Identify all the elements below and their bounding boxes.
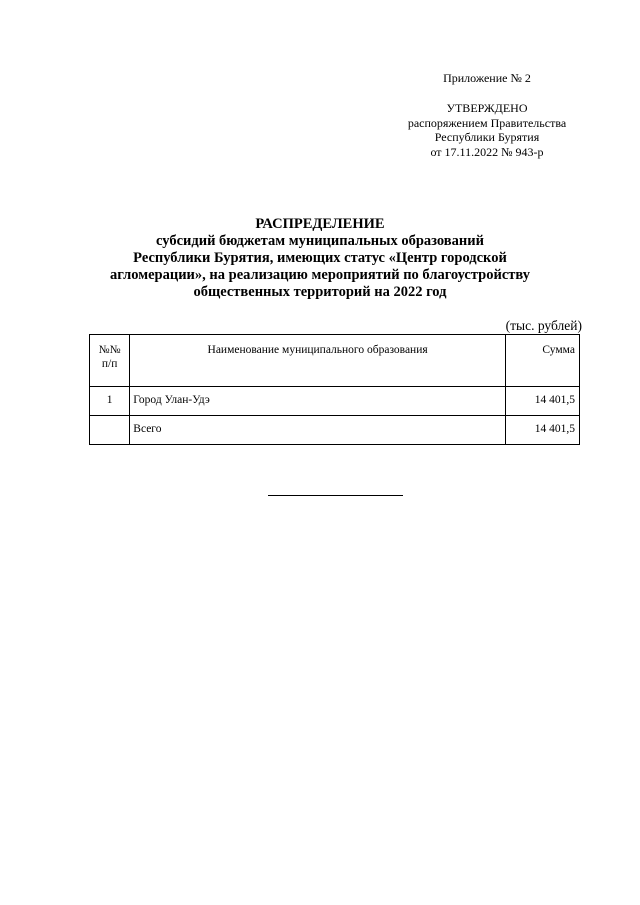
row-name: Всего <box>130 416 506 445</box>
units-label: (тыс. рублей) <box>505 318 582 333</box>
header-number-line: п/п <box>101 358 118 370</box>
approval-line: УТВЕРЖДЕНО <box>446 101 528 115</box>
header-number <box>90 335 130 387</box>
title-line: субсидий бюджетам муниципальных образований <box>156 233 484 249</box>
approval-line: распоряжением Правительства <box>407 115 567 130</box>
row-sum: 14 401,5 <box>505 416 579 445</box>
distribution-table <box>89 334 580 445</box>
approval-block <box>380 101 594 159</box>
row-number: 1 <box>90 387 130 416</box>
table-row <box>90 387 580 416</box>
title-line: общественных территорий на 2022 год <box>193 284 447 300</box>
header-sum: Сумма <box>505 335 579 387</box>
title-line: агломерации», на реализацию мероприятий по благоустройству <box>110 267 530 283</box>
title-line: Республики Бурятия, имеющих статус «Центр городской <box>133 250 507 266</box>
table-row-total <box>90 416 580 445</box>
approval-line: Республики Бурятия <box>434 130 540 144</box>
title-heading: РАСПРЕДЕЛЕНИЕ <box>255 216 385 232</box>
approval-line: от 17.11.2022 № 943-р <box>430 144 544 159</box>
header-number-line: №№ <box>98 344 121 356</box>
closing-separator-line <box>268 495 403 496</box>
row-number <box>90 416 130 445</box>
annex-number: Приложение № 2 <box>443 71 531 85</box>
header-name: Наименование муниципального образования <box>130 335 506 387</box>
row-name: Город Улан-Удэ <box>130 387 506 416</box>
row-sum: 14 401,5 <box>505 387 579 416</box>
table-header-row <box>90 335 580 387</box>
document-title <box>60 216 580 301</box>
